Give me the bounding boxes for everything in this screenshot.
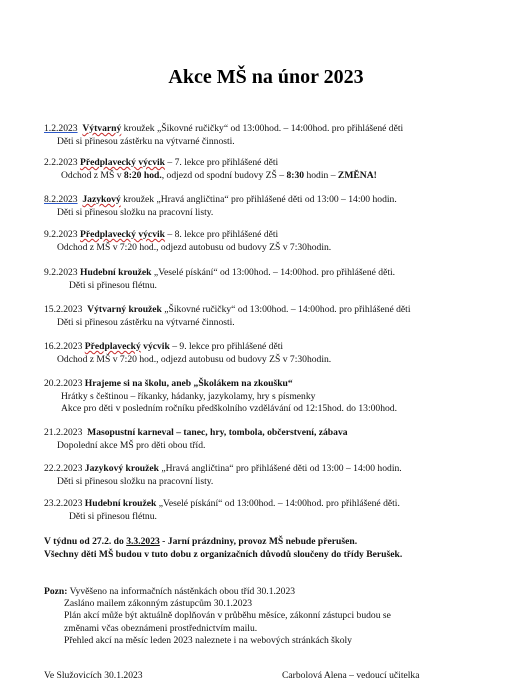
event-detail: „Šikovné ručičky“ od 13:00hod. – 14:00hod. pro přihlášené děti <box>161 304 411 315</box>
event-name: Jazykový kroužek <box>84 463 159 474</box>
note-line: změnami včas obeznámeni prostřednictvím mailu. <box>64 622 258 634</box>
note-line: Přehled akcí na měsíc leden 2023 naleznete i na webových stránkách školy <box>64 634 352 646</box>
holiday-text: V týdnu od 27.2. do <box>44 536 127 547</box>
event-note: hodin – <box>304 169 338 181</box>
holiday-notice <box>44 536 514 561</box>
event-name: Hrajeme si na školu, aneb „Školákem na zkoušku“ <box>84 378 293 389</box>
event-entry <box>44 157 514 182</box>
footer-place-date: Ve Služovicích 30.1.2023 <box>44 670 143 681</box>
event-entry <box>44 229 514 254</box>
change-notice: ZMĚNA! <box>337 169 377 181</box>
event-entry <box>44 341 514 366</box>
event-note: Děti si přinesou složku na pracovní listy. <box>57 206 214 218</box>
event-date: 23.2.2023 <box>44 498 83 509</box>
event-detail: – 8. lekce pro přihlášené děti <box>165 229 279 240</box>
event-date: 15.2.2023 <box>44 304 83 315</box>
event-note: Dopolední akce MŠ pro děti obou tříd. <box>57 439 206 451</box>
page-title: Akce MŠ na únor 2023 <box>168 66 364 88</box>
event-note: Odchod z MŠ v 7:20 hod., odjezd autobusu od budovy ZŠ v 7:30hodin. <box>57 241 332 253</box>
holiday-text: Všechny děti MŠ budou v tuto dobu z organizačních důvodů sloučeny do třídy Berušek. <box>44 548 403 560</box>
footer-signature: Carbolová Alena – vedoucí učitelka <box>282 670 420 681</box>
event-note: Děti si přinesou zástěrku na výtvarné činnosti. <box>57 316 235 328</box>
event-date: 8.2.2023 <box>44 194 78 205</box>
event-note: Akce pro děti v posledním ročníku předškolního vzdělávání od 12:15hod. do 13:00hod. <box>61 403 397 415</box>
event-entry <box>44 498 514 523</box>
holiday-text: - Jarní prázdniny, provoz MŠ nebude přerušen. <box>159 536 358 547</box>
event-date: 20.2.2023 <box>44 378 83 389</box>
event-note: Odchod z MŠ v <box>61 169 124 181</box>
event-note: Hrátky s češtinou – říkanky, hádanky, jazykolamy, hry s písmenky <box>61 390 316 402</box>
event-note: Děti si přinesou zástěrku na výtvarné činnosti. <box>57 135 235 147</box>
event-entry <box>44 463 514 488</box>
event-detail: – 9. lekce pro přihlášené děti <box>169 341 284 352</box>
note-line: Plán akcí může být aktuálně doplňován v průběhu měsíce, zákonní zástupci budou se <box>64 610 391 622</box>
event-entry <box>44 304 514 329</box>
event-date: 22.2.2023 <box>44 463 83 474</box>
event-date: 9.2.2023 <box>44 267 78 278</box>
event-name: Předplavecký <box>84 341 141 352</box>
event-date: 1.2.2023 <box>44 123 78 134</box>
event-date: 2.2.2023 <box>44 157 78 168</box>
event-date: 9.2.2023 <box>44 229 78 240</box>
note-line: Zasláno mailem zákonným zástupcům 30.1.2023 <box>64 598 253 610</box>
event-detail: kroužek „Hravá angličtina“ pro přihlášené děti od 13:00 – 14:00 hodin. <box>120 194 397 205</box>
event-note: Odchod z MŠ v 7:20 hod., odjezd autobusu od budovy ZŠ v 7:30hodin. <box>57 353 332 365</box>
event-entry <box>44 123 514 148</box>
event-note: Děti si přinesou flétnu. <box>69 279 157 291</box>
event-entry <box>44 378 514 416</box>
event-detail: „Hravá angličtina“ pro přihlášené děti od 13:00 – 14:00 hodin. <box>158 463 402 474</box>
event-detail: – 7. lekce pro přihlášené děti <box>165 157 279 168</box>
event-date: 16.2.2023 <box>44 341 83 352</box>
event-name: Jazykový <box>82 194 121 205</box>
event-name: Předplavecký výcvik <box>79 157 165 168</box>
event-name: Výtvarný kroužek <box>87 304 162 315</box>
event-detail: „Veselé pískání“ od 13:00hod. – 14:00hod. pro přihlášené děti. <box>156 498 400 509</box>
event-name: Výtvarný <box>82 123 122 134</box>
note-line: Vyvěšeno na informačních nástěnkách obou tříd 30.1.2023 <box>67 586 296 597</box>
event-time: 8:20 hod. <box>123 169 162 181</box>
event-note: Děti si přinesou flétnu. <box>69 510 157 522</box>
event-name: Předplavecký výcvik <box>79 229 165 240</box>
event-note: Děti si přinesou složku na pracovní listy. <box>57 475 214 487</box>
event-name-suffix: výcvik <box>140 341 170 352</box>
event-entry <box>44 194 514 219</box>
event-detail: kroužek „Šikovné ručičky“ od 13:00hod. – 14:00hod. pro přihlášené děti <box>121 123 404 134</box>
holiday-date: 3.3.2023 <box>126 536 160 547</box>
note-block <box>44 586 514 647</box>
event-date: 21.2.2023 <box>44 427 83 438</box>
event-name: Hudební kroužek <box>79 267 152 278</box>
event-note: , odjezd od spodní budovy ZŠ – <box>161 169 287 181</box>
event-name: Hudební kroužek <box>84 498 157 509</box>
event-entry <box>44 267 514 292</box>
event-time: 8:30 <box>286 169 305 181</box>
event-name: Masopustní karneval – tanec, hry, tombola, občerstvení, zábava <box>87 427 348 438</box>
note-label: Pozn: <box>44 586 68 597</box>
event-entry <box>44 427 514 452</box>
event-detail: „Veselé pískání“ od 13:00hod. – 14:00hod. pro přihlášené děti. <box>151 267 396 278</box>
